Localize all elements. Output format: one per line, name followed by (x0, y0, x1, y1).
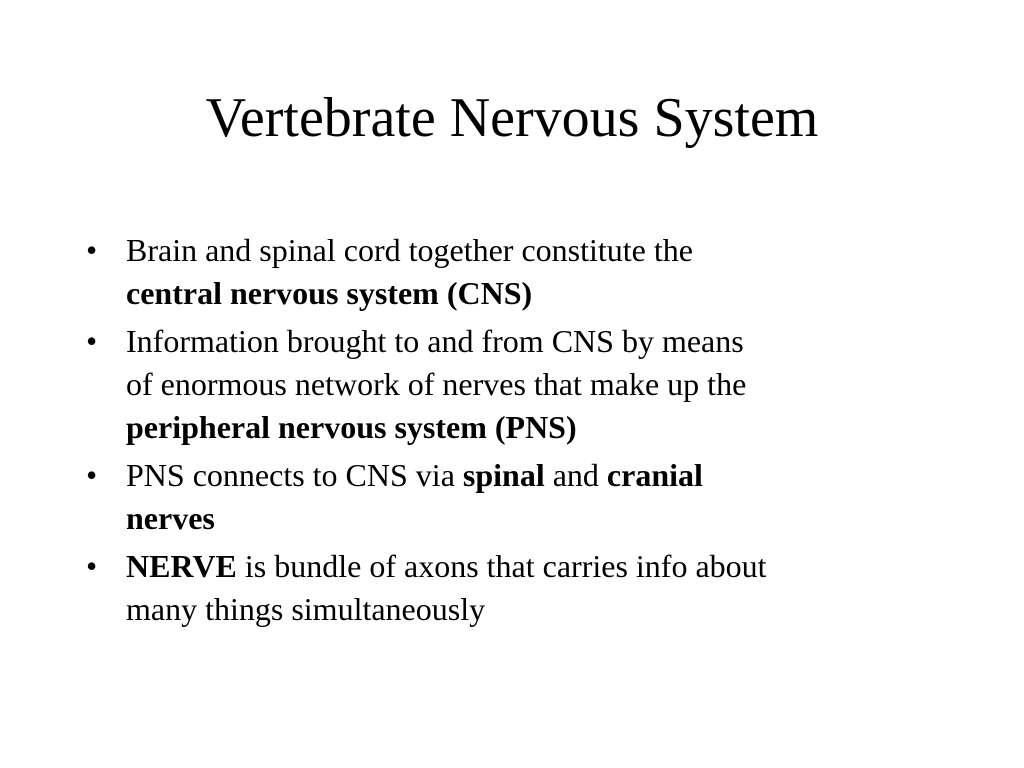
bullet-item-pns (86, 320, 946, 449)
bullet-emphasis: peripheral nervous system (PNS) (126, 409, 577, 445)
bullet-text: Information brought to and from CNS by means (126, 323, 744, 359)
bullet-emphasis: nerves (126, 500, 215, 536)
bullet-dot-icon: • (86, 323, 98, 359)
bullet-dot-icon: • (86, 232, 98, 268)
bullet-emphasis: cranial (606, 457, 703, 493)
bullet-emphasis: NERVE (126, 548, 237, 584)
bullet-text: of enormous network of nerves that make up the (126, 366, 747, 402)
bullet-emphasis: spinal (462, 457, 545, 493)
bullet-text: is bundle of axons that carries info about (236, 548, 767, 584)
bullet-list (86, 229, 946, 636)
bullet-text: many things simultaneously (126, 591, 486, 627)
bullet-item-nerve-definition (86, 545, 946, 631)
bullet-emphasis: central nervous system (CNS) (126, 275, 533, 311)
bullet-text: Brain and spinal cord together constitute the (126, 232, 693, 268)
bullet-item-cns (86, 229, 946, 315)
bullet-dot-icon: • (86, 548, 98, 584)
bullet-text: PNS connects to CNS via (126, 457, 463, 493)
slide-title: Vertebrate Nervous System (205, 87, 819, 149)
bullet-dot-icon: • (86, 457, 98, 493)
bullet-item-nerves-connection (86, 454, 946, 540)
bullet-text: and (544, 457, 607, 493)
